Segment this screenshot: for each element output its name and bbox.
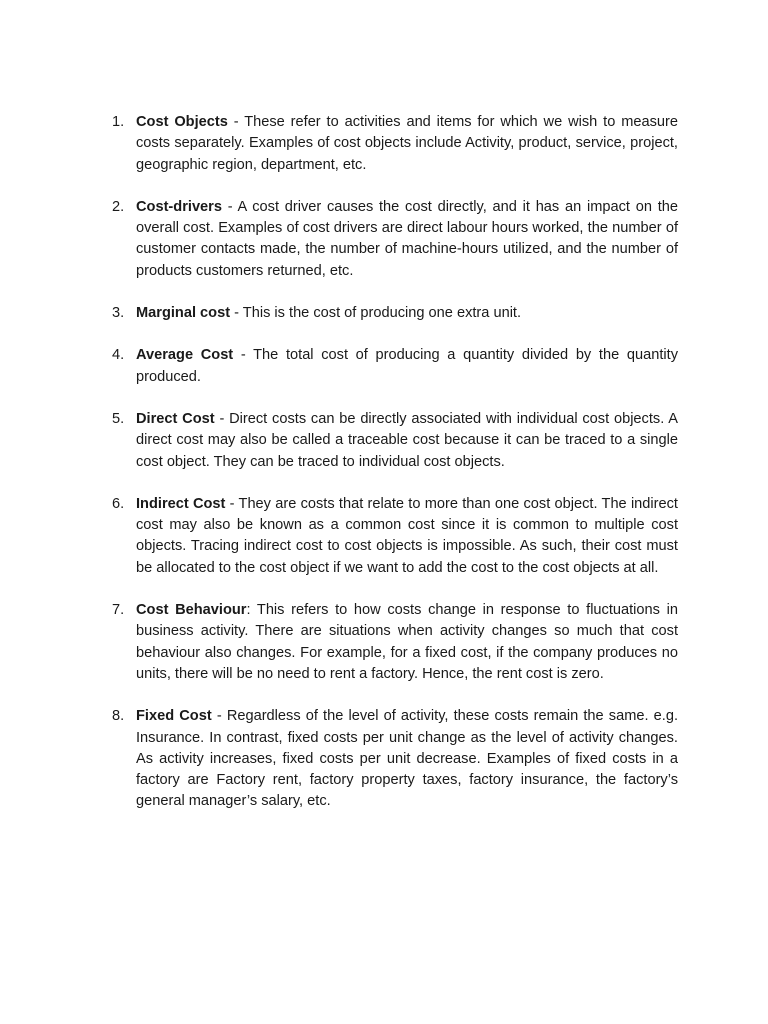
definitions-list [108, 112, 678, 834]
list-item-term: Direct Cost [136, 410, 215, 427]
list-item-text: These refer to activities and items for which we wish to measure costs separately. Examples of cost objects include Activity, product, service, project, geographic region, department, etc. [136, 114, 678, 173]
list-item-number: 5. [112, 410, 125, 427]
list-item-separator: - [230, 305, 243, 322]
list-item-number: 6. [112, 495, 125, 512]
list-item-separator: - [225, 495, 239, 512]
list-item [108, 494, 678, 579]
list-item [108, 197, 678, 282]
list-item-text: The total cost of producing a quantity divided by the quantity produced. [136, 347, 678, 385]
list-item-term: Cost Behaviour [136, 602, 247, 619]
list-item-separator: - [221, 198, 238, 215]
list-item-term: Indirect Cost [136, 495, 226, 512]
list-item-separator: - [214, 410, 230, 427]
list-item-term: Cost Objects [136, 114, 228, 130]
list-item-term: Cost-drivers [136, 198, 222, 215]
list-item-text: Direct costs can be directly associated with individual cost objects. A direct cost may also be called a traceable cost because it can be traced to a single cost object. They can be traced to individual cost objects. [136, 410, 678, 470]
list-item-term: Marginal cost [136, 305, 231, 322]
list-item-separator: - [211, 708, 227, 725]
list-item-separator: - [233, 347, 254, 364]
list-item [108, 112, 678, 176]
list-item-separator: - [227, 114, 245, 130]
list-item [108, 409, 678, 473]
list-item-number: 4. [112, 347, 125, 364]
list-item [108, 600, 678, 685]
list-item-separator: : [246, 602, 257, 619]
list-item-text: A cost driver causes the cost directly, and it has an impact on the overall cost. Examples of cost drivers are direct labour hours worked, the number of customer contacts made, the number of machine-hours utilized, and the number of products customers returned, etc. [136, 198, 678, 279]
list-item-text: Regardless of the level of activity, these costs remain the same. e.g. Insurance. In contrast, fixed costs per unit change as the level of activity changes. As activity increases, fixed costs per unit decrease. Examples of fixed costs in a factory are Factory rent, factory property taxes, factory insurance, the factory’s general manager’s salary, etc. [136, 708, 678, 810]
list-item [108, 303, 678, 324]
list-item-number: 2. [112, 198, 125, 215]
list-item-term: Fixed Cost [136, 708, 212, 725]
list-item-number: 8. [112, 708, 125, 725]
list-item-number: 1. [112, 114, 125, 130]
list-item-number: 3. [112, 305, 125, 322]
list-item-text: This is the cost of producing one extra unit. [242, 305, 522, 322]
list-item-number: 7. [112, 602, 125, 619]
list-item [108, 706, 678, 812]
list-item-text: This refers to how costs change in response to fluctuations in business activity. There are situations when activity changes so much that cost behaviour also changes. For example, for a fixed cost, if the company produces no units, there will be no need to rent a factory. Hence, the rent cost is zero. [136, 602, 678, 682]
list-item-term: Average Cost [136, 347, 234, 364]
list-item [108, 345, 678, 388]
list-item-text: They are costs that relate to more than one cost object. The indirect cost may also be known as a common cost since it is common to multiple cost objects. Tracing indirect cost to cost objects is impossible. As such, their cost must be allocated to the cost object if we want to add the cost to the cost objects at all. [136, 495, 678, 576]
